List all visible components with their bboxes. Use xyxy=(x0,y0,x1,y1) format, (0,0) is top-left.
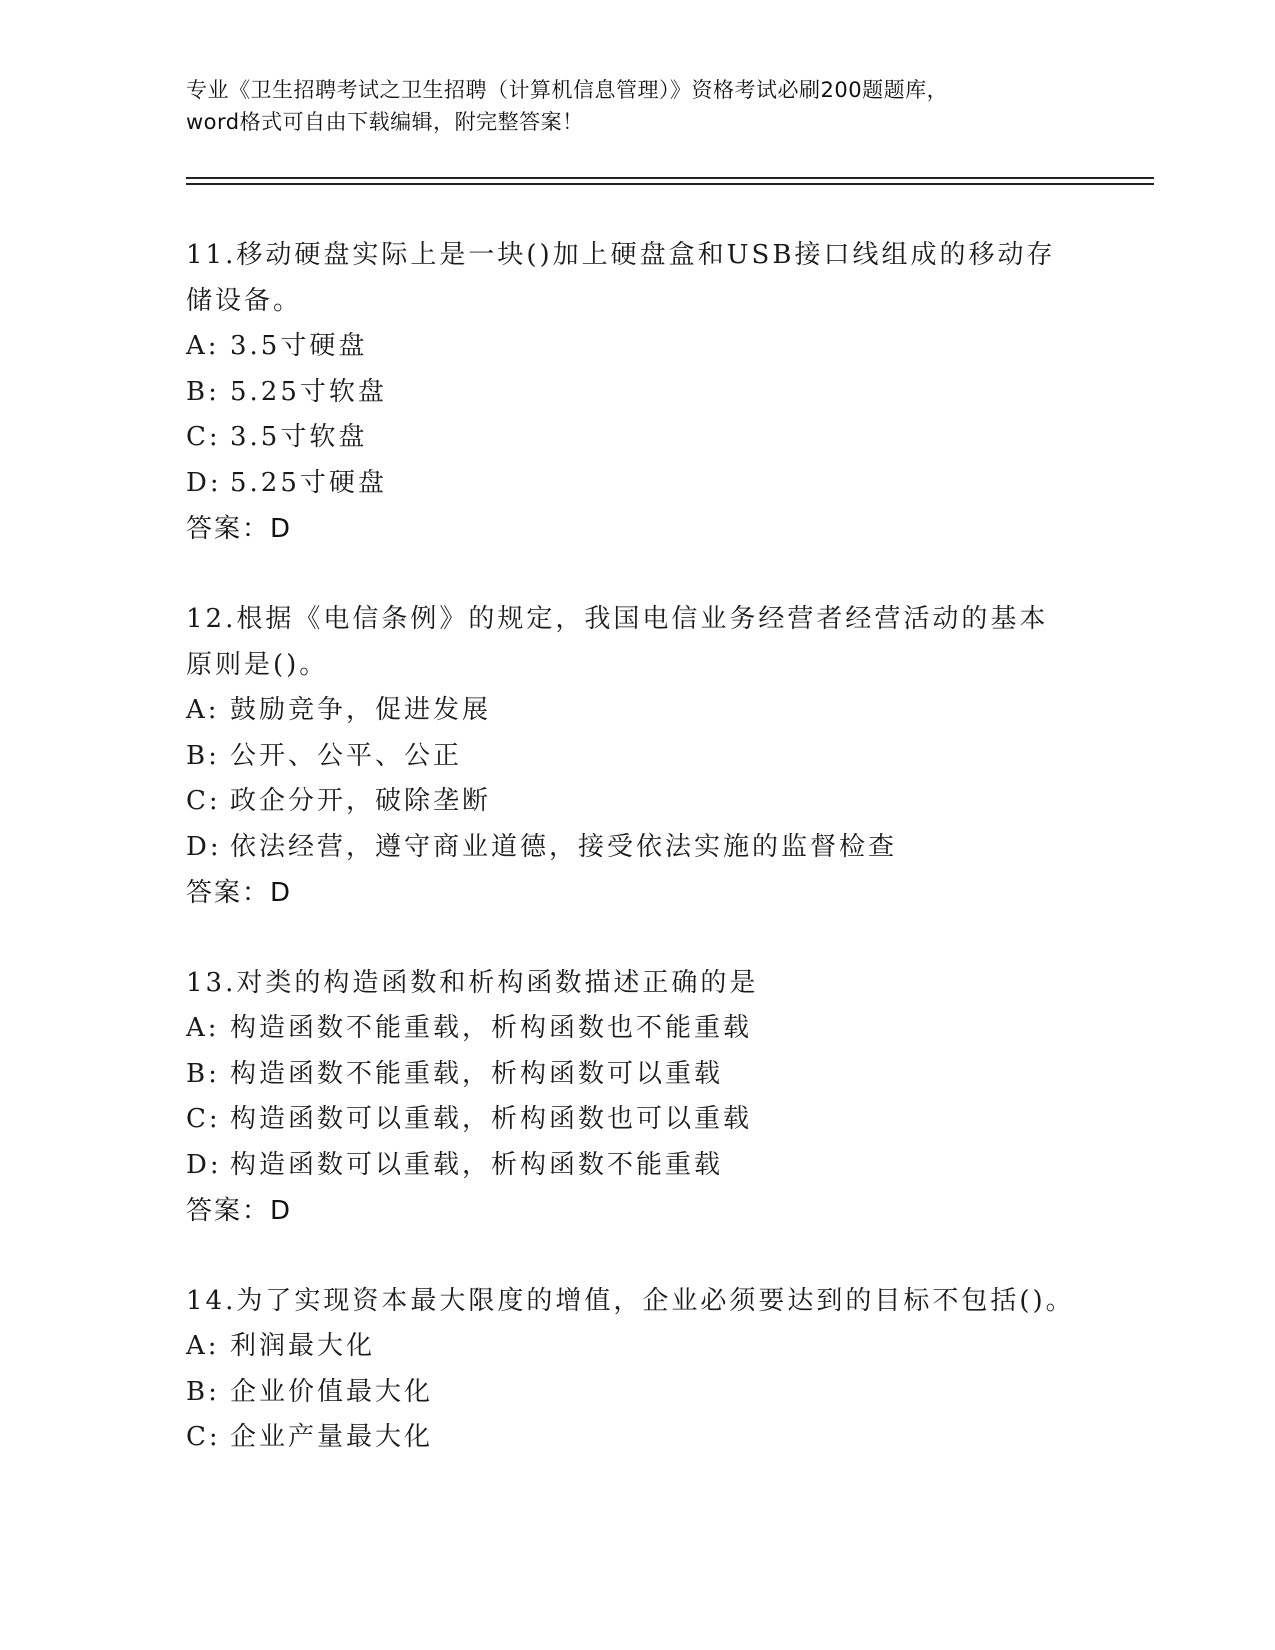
question-list xyxy=(186,232,1086,1505)
header-divider-bottom xyxy=(186,183,1154,185)
question-11 xyxy=(186,232,1086,552)
option-text: 构造函数不能重载，析构函数可以重载 xyxy=(230,1058,724,1089)
option-letter: D: xyxy=(186,831,222,862)
option-letter: B: xyxy=(186,376,220,407)
option-text: 企业产量最大化 xyxy=(230,1422,434,1452)
option-text: 利润最大化 xyxy=(230,1331,376,1361)
question-stem: 12.根据《电信条例》的规定，我国电信业务经营者经营活动的基本原则是()。 xyxy=(186,604,1049,680)
question-stem: 11.移动硬盘实际上是一块()加上硬盘盒和USB接口线组成的移动存储设备。 xyxy=(186,240,1056,316)
answer-line: 答案：D xyxy=(186,878,293,908)
header-line-1: 专业《卫生招聘考试之卫生招聘（计算机信息管理）》资格考试必刷200题题库， xyxy=(186,78,949,102)
option-b xyxy=(186,734,1086,780)
option-text: 3.5寸软盘 xyxy=(230,422,368,452)
option-letter: C: xyxy=(186,422,221,452)
option-text: 公开、公平、公正 xyxy=(230,740,463,771)
option-c xyxy=(186,779,1086,825)
option-text: 构造函数可以重载，析构函数不能重载 xyxy=(230,1149,724,1180)
option-b xyxy=(186,1052,1086,1098)
option-b xyxy=(186,370,1086,416)
option-text: 构造函数不能重载，析构函数也不能重载 xyxy=(230,1013,753,1043)
answer-line: 答案：D xyxy=(186,514,293,544)
option-text: 企业价值最大化 xyxy=(230,1376,434,1407)
answer-line: 答案：D xyxy=(186,1196,293,1226)
option-a xyxy=(186,1006,1086,1052)
option-text: 构造函数可以重载，析构函数也可以重载 xyxy=(230,1104,753,1134)
option-letter: D: xyxy=(186,467,222,498)
question-stem: 13.对类的构造函数和析构函数描述正确的是 xyxy=(186,968,759,998)
option-letter: C: xyxy=(186,1104,221,1134)
option-d xyxy=(186,1143,1086,1189)
option-a xyxy=(186,688,1086,734)
option-letter: B: xyxy=(186,1376,220,1407)
question-12 xyxy=(186,596,1086,916)
option-letter: A: xyxy=(186,1013,220,1043)
option-a xyxy=(186,1324,1086,1370)
option-letter: B: xyxy=(186,740,220,771)
option-a xyxy=(186,324,1086,370)
option-c xyxy=(186,415,1086,461)
option-letter: D: xyxy=(186,1149,222,1180)
option-text: 5.25寸硬盘 xyxy=(230,467,387,498)
option-d xyxy=(186,825,1086,871)
option-letter: C: xyxy=(186,786,221,816)
option-letter: A: xyxy=(186,695,220,725)
option-letter: B: xyxy=(186,1058,220,1089)
option-letter: A: xyxy=(186,1331,220,1361)
option-text: 政企分开，破除垄断 xyxy=(230,786,492,816)
option-letter: C: xyxy=(186,1422,221,1452)
option-text: 3.5寸硬盘 xyxy=(230,331,368,361)
option-b xyxy=(186,1370,1086,1416)
option-text: 依法经营，遵守商业道德，接受依法实施的监督检查 xyxy=(230,831,898,862)
option-text: 鼓励竞争，促进发展 xyxy=(230,695,492,725)
header-divider-top xyxy=(186,177,1154,179)
header-line-2: word格式可自由下载编辑，附完整答案！ xyxy=(186,110,584,134)
option-text: 5.25寸软盘 xyxy=(230,376,387,407)
option-c xyxy=(186,1415,1086,1461)
question-stem: 14.为了实现资本最大限度的增值，企业必须要达到的目标不包括()。 xyxy=(186,1286,1075,1316)
question-13 xyxy=(186,960,1086,1234)
option-c xyxy=(186,1097,1086,1143)
option-d xyxy=(186,461,1086,507)
document-header xyxy=(186,74,1086,138)
question-14 xyxy=(186,1278,1086,1461)
option-letter: A: xyxy=(186,331,220,361)
